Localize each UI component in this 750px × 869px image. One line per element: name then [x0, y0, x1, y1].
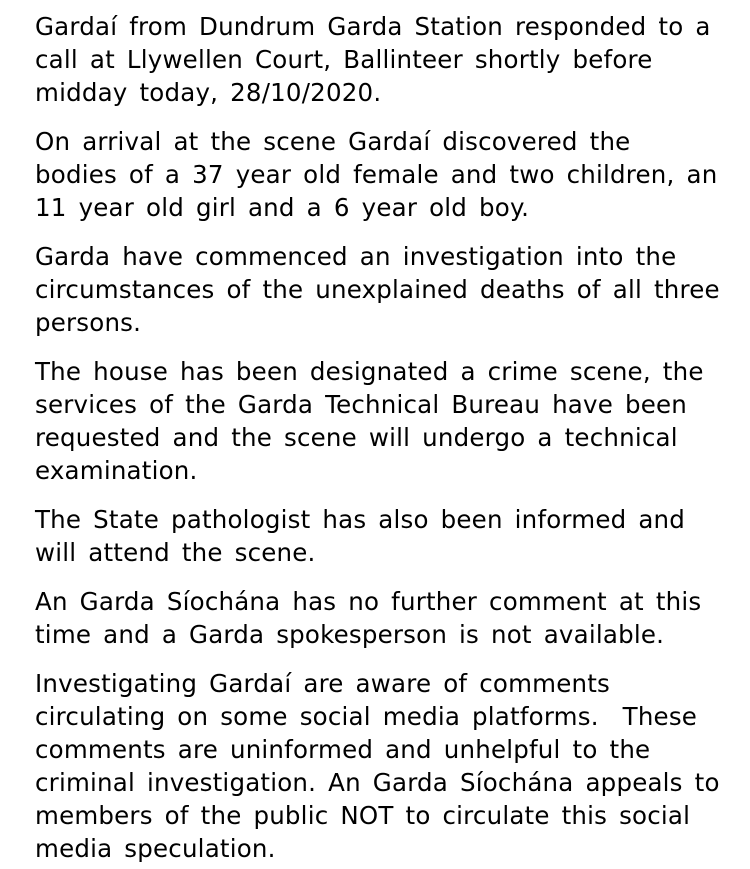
statement-paragraph-5: The State pathologist has also been informed and will attend the scene.	[35, 505, 698, 567]
statement-paragraph-2: On arrival at the scene Gardaí discovered the bodies of a 37 year old female and two children, an 11 year old girl and a 6 year old boy.	[35, 127, 730, 222]
statement-paragraph-7: Investigating Gardaí are aware of comments circulating on some social media platforms. These comments are uninformed and unhelpful to the criminal investigation. An Garda Síochána appeals to members of the public NOT to circulate this social media speculation.	[35, 669, 732, 863]
statement-paragraph-1: Gardaí from Dundrum Garda Station responded to a call at Llywellen Court, Ballinteer shortly before midday today, 28/10/2020.	[35, 12, 723, 107]
statement-paragraph-4: The house has been designated a crime scene, the services of the Garda Technical Bureau have been requested and the scene will undergo a technical examination.	[35, 357, 716, 485]
statement-paragraph-3: Garda have commenced an investigation into the circumstances of the unexplained deaths of all three persons.	[35, 242, 732, 337]
statement-paragraph-6: An Garda Síochána has no further comment at this time and a Garda spokesperson is not available.	[35, 587, 714, 649]
